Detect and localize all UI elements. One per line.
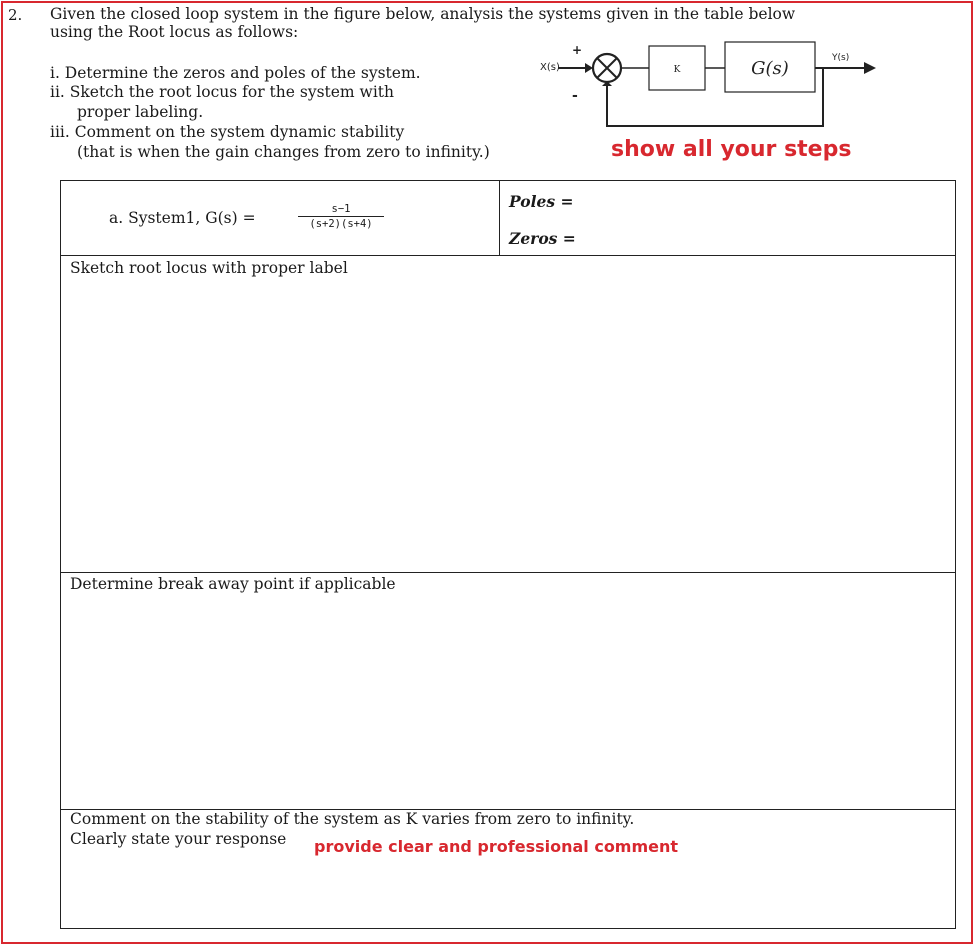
step-2: ii. Sketch the root locus for the system with bbox=[50, 83, 394, 101]
poles-label: Poles = bbox=[509, 192, 574, 211]
input-arrowhead bbox=[585, 63, 593, 73]
tf-denominator: (s+2)(s+4) bbox=[309, 218, 373, 230]
question-number: 2. bbox=[8, 6, 23, 24]
transfer-function-fraction bbox=[298, 203, 384, 230]
minus-sign: - bbox=[572, 88, 578, 104]
sketch-area[interactable] bbox=[61, 256, 955, 573]
step-2-continued: proper labeling. bbox=[77, 103, 204, 121]
input-label: X(s) bbox=[540, 62, 560, 73]
feedback-path bbox=[607, 68, 823, 126]
show-steps-note: show all your steps bbox=[611, 137, 852, 162]
step-3: iii. Comment on the system dynamic stability bbox=[50, 123, 405, 141]
question-intro-line1: Given the closed loop system in the figure below, analysis the systems given in the table below bbox=[50, 5, 796, 23]
system-row bbox=[61, 181, 955, 256]
tf-numerator: s−1 bbox=[298, 203, 384, 217]
comment-line2: Clearly state your response bbox=[70, 830, 287, 848]
comment-area[interactable] bbox=[61, 810, 955, 928]
comment-note: provide clear and professional comment bbox=[314, 837, 679, 856]
system-label: a. System1, G(s) = bbox=[109, 209, 256, 227]
output-label: Y(s) bbox=[832, 53, 850, 63]
column-divider bbox=[499, 181, 500, 256]
question-intro-line2: using the Root locus as follows: bbox=[50, 23, 299, 41]
block-diagram bbox=[536, 38, 896, 134]
gain-label: K bbox=[673, 65, 681, 75]
output-arrowhead bbox=[864, 62, 876, 74]
plant-label: G(s) bbox=[751, 58, 789, 79]
sketch-label: Sketch root locus with proper label bbox=[70, 259, 348, 277]
zeros-label: Zeros = bbox=[509, 229, 576, 248]
breakaway-area[interactable] bbox=[61, 573, 955, 810]
breakaway-label: Determine break away point if applicable bbox=[70, 575, 396, 593]
answer-table bbox=[60, 180, 956, 929]
step-3-continued: (that is when the gain changes from zero to infinity.) bbox=[77, 143, 490, 161]
comment-line1: Comment on the stability of the system as K varies from zero to infinity. bbox=[70, 810, 635, 828]
step-1: i. Determine the zeros and poles of the system. bbox=[50, 64, 421, 82]
plus-sign: + bbox=[572, 43, 583, 57]
